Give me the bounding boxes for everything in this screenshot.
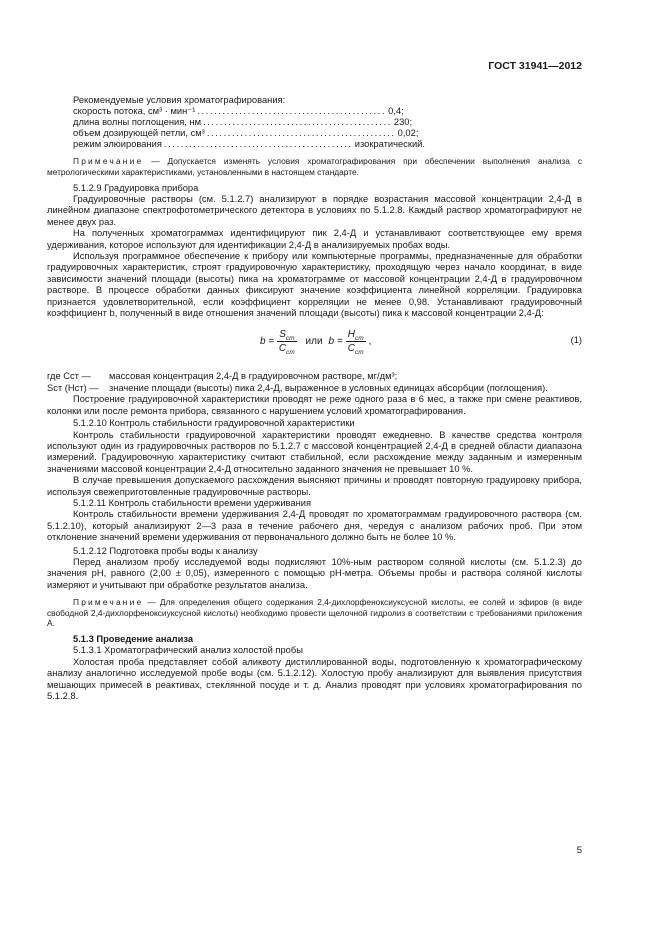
leader-dots: ............................................. [197, 106, 387, 117]
condition-label: скорость потока, см³ · мин⁻¹ [73, 106, 196, 117]
section-heading-5-1-2-12: 5.1.2.12 Подготовка пробы воды к анализу [73, 545, 258, 556]
fraction [346, 329, 366, 357]
subscript: ст [354, 335, 364, 343]
where-block [47, 371, 582, 394]
conditions-title: Рекомендуемые условия хроматографирования: [73, 95, 286, 105]
paragraph: Перед анализом пробу исследуемой воды подкисляют 10%-ным раствором соляной кислоты (см. 5.1.2.3) до значения pH, равного (2,00 ± 0,05), измеренного с помощью pH-метра. Объемы пробы и раствора соляной кислоты измеряют и учитывают при обработке результатов анализа. [47, 556, 582, 590]
note-label: Примечание [73, 597, 144, 608]
note-1 [47, 156, 582, 177]
section-heading-5-1-2-10: 5.1.2.10 Контроль стабильности градуировочной характеристики [73, 418, 355, 429]
condition-label: объем дозирующей петли, см³ [73, 128, 205, 139]
subscript: ст [354, 349, 364, 357]
where-definition: значение площади (высоты) пика 2,4-Д, выраженное в условных единицах абсорбции (поглощения). [109, 382, 548, 393]
paragraph: Контроль стабильности градуировочной характеристики проводят ежедневно. В качестве средства контроля используют один из градуировочных растворов по 5.1.2.7 с массовой концентрацией 2,4-Д в средней области диапазона измерений. Градуировочную характеристику считают стабильной, если расхождение между заданным и измеренным значениями массовой концентрации 2,4-Д относительно заданного значения не превышает 10 %. [47, 429, 582, 474]
conditions-block [47, 95, 582, 150]
formula-expression [260, 329, 372, 357]
paragraph: Построение градуировочной характеристики проводят не реже одного раза в 6 мес, а также при смене реактивов, колонки или после ремонта прибора, связанного с нарушением условий хроматографирования. [47, 394, 582, 416]
condition-value: 230; [393, 117, 413, 128]
condition-row [73, 117, 413, 128]
where-row [47, 371, 582, 382]
formula-number: (1) [570, 335, 582, 346]
condition-value: 0,4; [388, 106, 404, 117]
denominator: C [278, 343, 287, 355]
conditions-list [73, 106, 425, 150]
leader-dots: ............................................. [163, 139, 353, 150]
where-symbol: Sст (Hст) — [47, 382, 99, 393]
condition-value: 0,02; [397, 128, 419, 139]
condition-label: режим элюирования [73, 139, 162, 150]
section-heading-5-1-2-9: 5.1.2.9 Градуировка прибора [73, 182, 199, 193]
note-2 [47, 597, 582, 629]
section-heading-5-1-3: 5.1.3 Проведение анализа [73, 633, 194, 644]
condition-row [73, 128, 419, 139]
formula-or: или [305, 336, 323, 348]
formula-1 [47, 323, 582, 369]
note-text: — Для определения общего содержания 2,4-дихлорфеноксиуксусной кислоты, ее солей и эфиров (в виде свободной 2,4-дихлорфеноксиуксусной кислоты) необходимо провести щелочной гидролиз в соответствии с требованиями приложения А. [47, 597, 582, 629]
subscript: ст [285, 335, 295, 343]
formula-tail: , [368, 336, 372, 348]
numerator: S [279, 329, 286, 341]
paragraph: Холостая проба представляет собой аликвоту дистиллированной воды, подготовленную к хроматографическому анализу аналогично исследуемой пробе воды (см. 5.1.2.12). Холостую пробу анализируют для выявления присутствия мешающих примесей в реактивах, стеклянной посуде и т. д. Анализ проводят при условиях хроматографирования по 5.1.2.8. [47, 656, 582, 701]
subscript: ст [286, 349, 295, 357]
condition-row [73, 139, 425, 150]
page-number: 5 [576, 845, 582, 856]
section-heading-5-1-2-11: 5.1.2.11 Контроль стабильности времени удерживания [73, 497, 312, 508]
denominator: C [347, 343, 355, 355]
formula-lhs: b = [260, 336, 275, 348]
leader-dots: ............................................. [203, 117, 392, 128]
leader-dots: ............................................. [206, 128, 396, 139]
condition-value: изократический. [354, 139, 425, 150]
condition-row [73, 106, 404, 117]
numerator: H [347, 329, 355, 341]
paragraph: На полученных хроматограммах идентифицируют пик 2,4-Д и устанавливают соответствующее ему время удерживания, которое используют для идентификации 2,4-Д в анализируемых пробах воды. [47, 228, 582, 250]
note-label: Примечание [73, 156, 144, 167]
where-definition: массовая концентрация 2,4-Д в градуировочном растворе, мг/дм³; [109, 371, 398, 382]
paragraph: Используя программное обеспечение к прибору или компьютерные программы, предназначенные для обработки градуировочных характеристик, строят градуировочную характеристику, проходящую через начало координат, в виде зависимости значений площади (высоты) пика на хроматограмме от массовой концентрации 2,4-Д в градуировочном растворе. В процессе обработки данных фиксируют значение коэффициента линейной корреляции. Градуировка признается удовлетворительной, если коэффициент корреляции не менее 0,98. Устанавливают градуировочный коэффициент b, полученный в виде отношения значений площади (высоты) пика к массовой концентрации 2,4-Д: [47, 251, 582, 319]
formula-lhs: b = [328, 336, 343, 348]
page-body [47, 95, 582, 702]
paragraph: Градуировочные растворы (см. 5.1.2.7) анализируют в порядке возрастания массовой концентрации 2,4-Д в линейном диапазоне спектрофотометрического детектора в условиях по 5.1.2.8. Каждый раствор хроматографируют не менее двух раз. [47, 194, 582, 227]
document-number: ГОСТ 31941—2012 [488, 60, 582, 72]
where-row [47, 383, 582, 394]
paragraph: В случае превышения допускаемого расхождения выясняют причины и проводят повторную градуировку прибора, используя свежеприготовленные градуировочные растворы. [47, 475, 582, 497]
fraction [277, 329, 296, 357]
condition-label: длина волны поглощения, нм [73, 117, 202, 128]
where-symbol: где Cст — [47, 371, 91, 382]
note-text: — Допускается изменять условия хроматографирования при обеспечении выполнения анализа с метрологическими характеристиками, установленными в настоящем стандарте. [47, 156, 582, 177]
paragraph: Контроль стабильности времени удерживания 2,4-Д проводят по хроматограммам градуировочного раствора (см. 5.1.2.10), который анализируют 2—3 раза в течение рабочего дня, чередуя с анализом рабочих проб. При этом отклонение значений времени удерживания от первоначального должно быть не более 10 %. [47, 509, 582, 543]
section-heading-5-1-3-1: 5.1.3.1 Хроматографический анализ холостой пробы [73, 645, 303, 656]
